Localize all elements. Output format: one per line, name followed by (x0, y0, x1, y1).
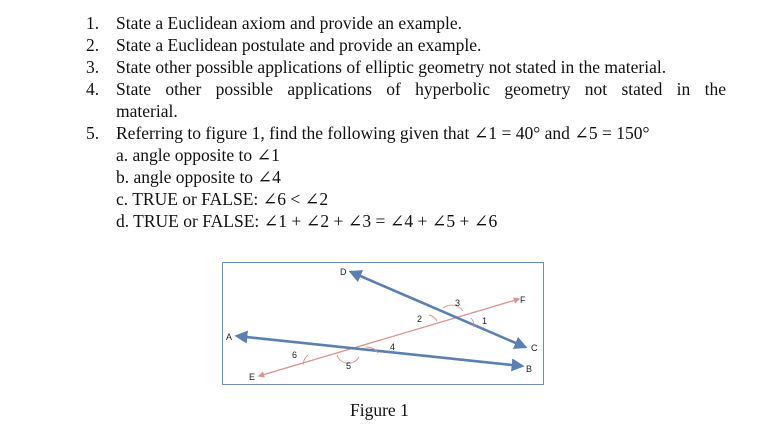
question-1 (86, 12, 726, 34)
question-list (86, 12, 726, 232)
angle-label-3: 3 (455, 298, 461, 308)
question-number: 5. (86, 123, 100, 143)
point-label-f: F (520, 295, 526, 305)
question-text-line-1: State other possible applications of hyperbolic geometry not stated in the (116, 79, 726, 99)
point-label-b: B (526, 364, 533, 374)
line-dc (351, 272, 525, 347)
point-label-c: C (531, 343, 538, 353)
question-text (116, 78, 726, 122)
question-number: 3. (86, 57, 100, 77)
question-3 (86, 56, 726, 78)
point-label-a: A (226, 332, 233, 342)
question-text: Referring to figure 1, find the following given that ∠1 = 40° and ∠5 = 150° (116, 123, 650, 143)
subitem-d: d. TRUE or FALSE: ∠1 + ∠2 + ∠3 = ∠4 + ∠5 + ∠6 (116, 211, 498, 231)
line-ef (259, 299, 519, 376)
angle-arc-6 (303, 355, 308, 365)
question-text: State a Euclidean axiom and provide an example. (116, 13, 462, 33)
angle-label-4: 4 (390, 342, 396, 352)
question-4 (86, 78, 726, 122)
question-number: 2. (86, 35, 100, 55)
point-label-e: E (249, 372, 256, 382)
subitem-c: c. TRUE or FALSE: ∠6 < ∠2 (116, 189, 329, 209)
question-text: State a Euclidean postulate and provide an example. (116, 35, 482, 55)
angle-label-5: 5 (346, 361, 352, 371)
question-2 (86, 34, 726, 56)
question-5 (86, 122, 726, 144)
figure-diagram (223, 263, 545, 386)
question-text-line-2: material. (116, 101, 178, 121)
angle-label-6: 6 (292, 350, 298, 360)
point-label-d: D (340, 267, 347, 277)
question-number: 4. (86, 79, 100, 99)
subitem-a: a. angle opposite to ∠1 (116, 145, 280, 165)
figure-1 (222, 262, 544, 385)
question-text: State other possible applications of elliptic geometry not stated in the material. (116, 57, 667, 77)
subitem-b: b. angle opposite to ∠4 (116, 167, 281, 187)
question-number: 1. (86, 13, 100, 33)
figure-caption: Figure 1 (350, 400, 409, 420)
angle-label-2: 2 (417, 314, 423, 324)
angle-arc-2 (429, 315, 437, 321)
angle-label-1: 1 (482, 316, 488, 326)
